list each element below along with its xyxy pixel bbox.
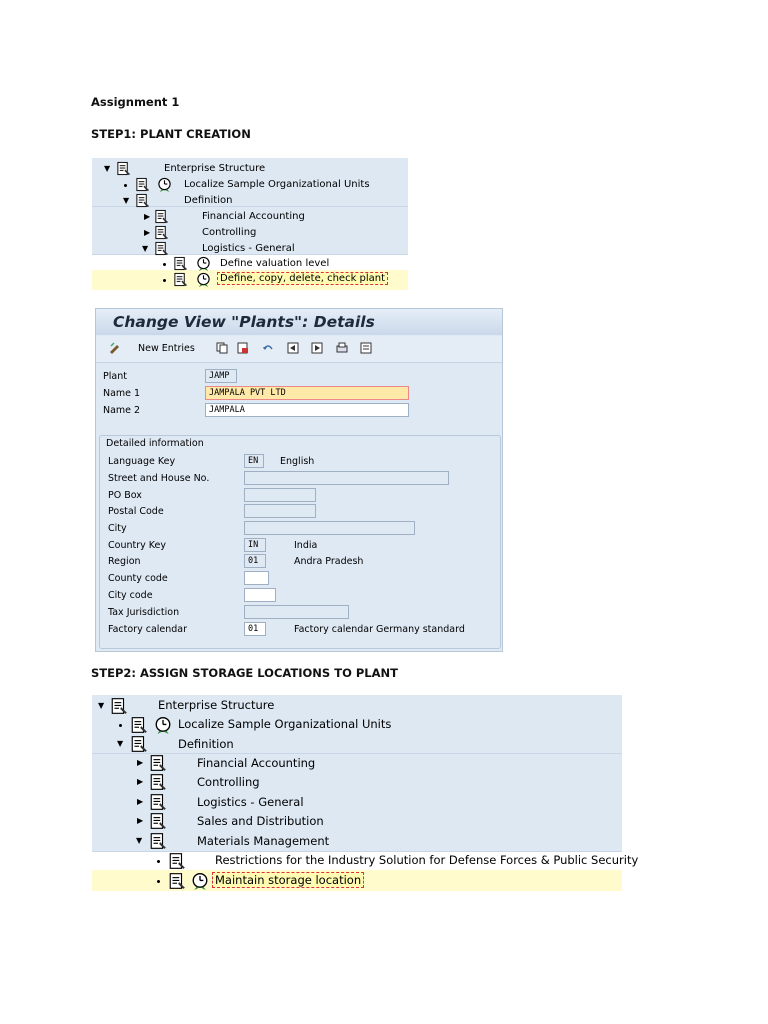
- tree-item-controlling[interactable]: Controlling: [202, 227, 257, 238]
- name2-label: Name 2: [103, 405, 141, 416]
- bullet-icon: [119, 724, 122, 727]
- tree-item-controlling[interactable]: Controlling: [197, 775, 260, 789]
- tree-item-definition[interactable]: Definition: [178, 737, 234, 751]
- tree-item-logistics-general[interactable]: Logistics - General: [202, 243, 295, 254]
- document-icon: [135, 177, 150, 192]
- expand-arrow-icon[interactable]: ▼: [123, 196, 130, 205]
- document-icon: [168, 852, 186, 870]
- execute-clock-icon[interactable]: [191, 872, 209, 890]
- tree-item-define-plant[interactable]: Define, copy, delete, check plant: [220, 273, 386, 284]
- tree-item-enterprise-structure[interactable]: Enterprise Structure: [164, 163, 266, 174]
- document-icon: [130, 735, 148, 753]
- document-icon: [110, 697, 128, 715]
- region-field: 01: [244, 554, 266, 568]
- document-icon: [154, 209, 169, 224]
- document-icon: [149, 812, 167, 830]
- tree-item-materials-management[interactable]: Materials Management: [197, 834, 330, 848]
- document-icon: [154, 241, 169, 256]
- po-box-field: [244, 488, 316, 502]
- document-icon: [130, 716, 148, 734]
- bullet-icon: [163, 263, 166, 266]
- city-label: City: [108, 523, 127, 534]
- bullet-icon: [157, 860, 160, 863]
- collapse-arrow-icon[interactable]: ▶: [137, 777, 144, 786]
- street-field: [244, 471, 449, 485]
- tax-jurisdiction-label: Tax Jurisdiction: [108, 607, 180, 618]
- bullet-icon: [124, 184, 127, 187]
- collapse-arrow-icon[interactable]: ▶: [137, 758, 144, 767]
- step2-heading: STEP2: ASSIGN STORAGE LOCATIONS TO PLANT: [91, 666, 398, 680]
- tree-item-definition[interactable]: Definition: [184, 195, 233, 206]
- tree-item-restrictions[interactable]: Restrictions for the Industry Solution for Defense Forces & Public Security: [215, 853, 639, 867]
- tree-item-financial-accounting[interactable]: Financial Accounting: [202, 211, 305, 222]
- plant-field: JAMP: [205, 369, 237, 383]
- document-icon: [168, 872, 186, 890]
- tree-item-financial-accounting[interactable]: Financial Accounting: [197, 756, 316, 770]
- undo-icon[interactable]: [262, 342, 274, 354]
- postal-code-field: [244, 504, 316, 518]
- factory-calendar-field[interactable]: 01: [244, 622, 266, 636]
- expand-arrow-icon[interactable]: ▼: [142, 244, 149, 253]
- execute-clock-icon[interactable]: [196, 272, 211, 287]
- tree-item-localize[interactable]: Localize Sample Organizational Units: [184, 179, 370, 190]
- collapse-arrow-icon[interactable]: ▶: [137, 816, 144, 825]
- expand-arrow-icon[interactable]: ▼: [117, 739, 124, 748]
- city-code-label: City code: [108, 590, 153, 601]
- name2-field[interactable]: JAMPALA: [205, 403, 409, 417]
- bullet-icon: [163, 279, 166, 282]
- expand-arrow-icon[interactable]: ▼: [136, 836, 143, 845]
- language-key-field: EN: [244, 454, 264, 468]
- document-icon: [173, 272, 188, 287]
- collapse-arrow-icon[interactable]: ▶: [144, 228, 151, 237]
- tree-step1: [92, 158, 408, 290]
- document-title: Assignment 1: [91, 95, 180, 109]
- postal-code-label: Postal Code: [108, 506, 164, 517]
- document-icon: [173, 256, 188, 271]
- next-entry-icon[interactable]: [311, 342, 323, 354]
- window-title: Change View "Plants": Details: [113, 313, 375, 331]
- copy-icon[interactable]: [216, 342, 228, 354]
- po-box-label: PO Box: [108, 490, 142, 501]
- tree-item-define-valuation-level[interactable]: Define valuation level: [220, 258, 330, 269]
- toolbar: [96, 336, 502, 363]
- county-code-label: County code: [108, 573, 168, 584]
- change-display-icon[interactable]: [109, 342, 121, 354]
- tree-item-logistics-general[interactable]: Logistics - General: [197, 795, 304, 809]
- document-icon: [154, 225, 169, 240]
- document-icon: [116, 161, 131, 176]
- document-icon: [149, 793, 167, 811]
- tree-item-sales-distribution[interactable]: Sales and Distribution: [197, 814, 324, 828]
- collapse-arrow-icon[interactable]: ▶: [144, 212, 151, 221]
- region-text: Andra Pradesh: [294, 556, 364, 567]
- city-field: [244, 521, 415, 535]
- change-view-plants-window: [95, 308, 503, 652]
- document-icon: [149, 832, 167, 850]
- select-all-icon[interactable]: [360, 342, 372, 354]
- name1-label: Name 1: [103, 388, 141, 399]
- language-text: English: [280, 456, 315, 467]
- tree-item-enterprise-structure[interactable]: Enterprise Structure: [158, 698, 275, 712]
- group-title: Detailed information: [106, 438, 204, 449]
- factory-calendar-text: Factory calendar Germany standard: [294, 624, 465, 635]
- plant-label: Plant: [103, 371, 127, 382]
- execute-clock-icon[interactable]: [196, 256, 211, 271]
- previous-entry-icon[interactable]: [287, 342, 299, 354]
- region-label: Region: [108, 556, 141, 567]
- collapse-arrow-icon[interactable]: ▶: [137, 797, 144, 806]
- language-key-label: Language Key: [108, 456, 176, 467]
- factory-calendar-label: Factory calendar: [108, 624, 188, 635]
- document-icon: [149, 773, 167, 791]
- expand-arrow-icon[interactable]: ▼: [98, 701, 105, 710]
- document-icon: [135, 193, 150, 208]
- county-code-field[interactable]: [244, 571, 269, 585]
- bullet-icon: [157, 880, 160, 883]
- execute-clock-icon[interactable]: [157, 177, 172, 192]
- city-code-field[interactable]: [244, 588, 276, 602]
- country-text: India: [294, 540, 318, 551]
- document-icon: [149, 754, 167, 772]
- execute-clock-icon[interactable]: [154, 716, 172, 734]
- country-key-field: IN: [244, 538, 266, 552]
- name1-field[interactable]: JAMPALA PVT LTD: [205, 386, 409, 400]
- tree-step2: [92, 695, 639, 891]
- new-entries-button[interactable]: New Entries: [138, 343, 195, 354]
- delete-icon[interactable]: [237, 342, 249, 354]
- expand-arrow-icon[interactable]: ▼: [104, 164, 111, 173]
- tree-item-localize[interactable]: Localize Sample Organizational Units: [178, 717, 392, 731]
- print-icon[interactable]: [336, 342, 348, 354]
- tree-item-maintain-storage-location[interactable]: Maintain storage location: [215, 873, 362, 887]
- street-label: Street and House No.: [108, 473, 210, 484]
- country-key-label: Country Key: [108, 540, 166, 551]
- tax-jurisdiction-field: [244, 605, 349, 619]
- step1-heading: STEP1: PLANT CREATION: [91, 127, 251, 141]
